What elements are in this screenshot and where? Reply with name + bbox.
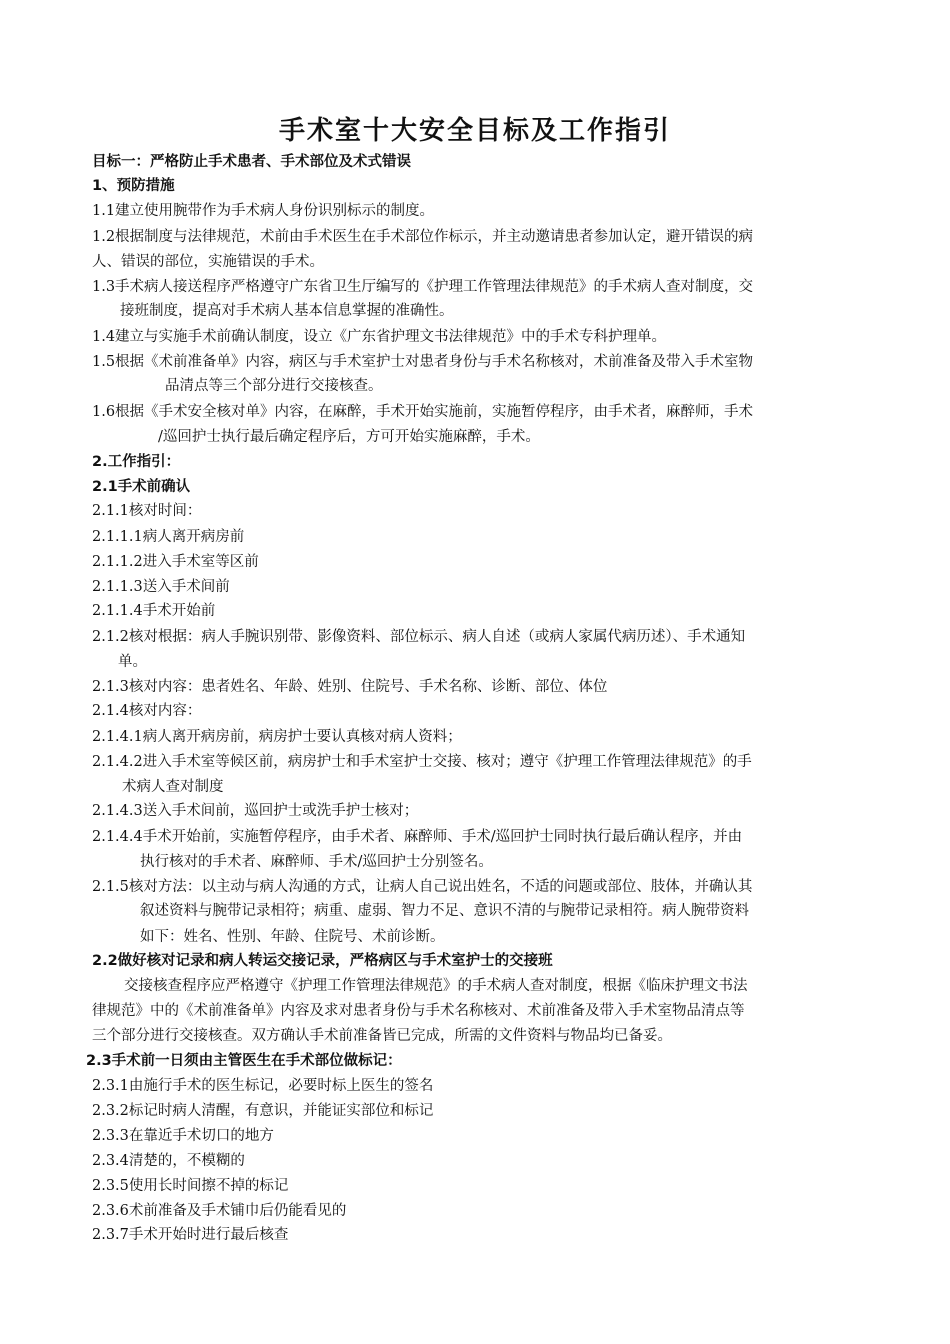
- text-line: 律规范》中的《术前准备单》内容及求对患者身份与手术名称核对、术前准备及带入手术室物品清点等: [92, 1003, 745, 1019]
- text-line: 2.1.1.3送入手术间前: [92, 579, 230, 595]
- text-line: 品清点等三个部分进行交接核查。: [165, 378, 383, 394]
- text-line: 2.1.4.4手术开始前，实施暂停程序，由手术者、麻醉师、手术/巡回护士同时执行最后确认程序，并由: [92, 829, 743, 845]
- text-line: 接班制度，提高对手术病人基本信息掌握的准确性。: [120, 303, 454, 319]
- text-line: 2.1.4.3送入手术间前，巡回护士或洗手护士核对；: [92, 803, 419, 819]
- text-line: 2.3.2标记时病人清醒，有意识，并能证实部位和标记: [92, 1103, 434, 1119]
- text-line: 1.4建立与实施手术前确认制度，设立《广东省护理文书法律规范》中的手术专科护理单。: [92, 329, 667, 345]
- text-line: 术病人查对制度: [122, 779, 224, 795]
- text-line: 2.1.3核对内容：患者姓名、年龄、姓别、住院号、手术名称、诊断、部位、体位: [92, 679, 608, 695]
- subsection-heading: 2.2做好核对记录和病人转运交接记录，严格病区与手术室护士的交接班: [92, 953, 553, 969]
- text-line: 1.2根据制度与法律规范，术前由手术医生在手术部位作标示，并主动邀请患者参加认定，避开错误的病: [92, 229, 754, 245]
- text-line: 2.1.1.2进入手术室等区前: [92, 554, 259, 570]
- text-line: 单。: [118, 654, 147, 670]
- text-line: 1.5根据《术前准备单》内容，病区与手术室护士对患者身份与手术名称核对，术前准备及带入手术室物: [92, 354, 754, 370]
- section-heading: 1、预防措施: [92, 178, 175, 194]
- text-line: 2.1.2核对根据：病人手腕识别带、影像资料、部位标示、病人自述（或病人家属代病历述）、手术通知: [92, 629, 746, 645]
- page-title: 手术室十大安全目标及工作指引: [278, 116, 671, 146]
- text-line: 1.6根据《手术安全核对单》内容，在麻醉，手术开始实施前，实施暂停程序，由手术者，麻醉师，手术: [92, 404, 754, 420]
- text-line: 2.1.5核对方法：以主动与病人沟通的方式，让病人自己说出姓名，不适的问题或部位、肢体，并确认其: [92, 879, 753, 895]
- text-line: 交接核查程序应严格遵守《护理工作管理法律规范》的手术病人查对制度，根据《临床护理文书法: [124, 978, 748, 994]
- text-line: 三个部分进行交接核查。双方确认手术前准备皆已完成，所需的文件资料与物品均已备妥。: [92, 1028, 672, 1044]
- text-line: 2.3.5使用长时间擦不掉的标记: [92, 1178, 289, 1194]
- text-line: 1.3手术病人接送程序严格遵守广东省卫生厅编写的《护理工作管理法律规范》的手术病人查对制度，交: [92, 279, 754, 295]
- text-line: 如下：姓名、性别、年龄、住院号、术前诊断。: [140, 929, 445, 945]
- text-line: 2.1.4.2进入手术室等候区前，病房护士和手术室护士交接、核对；遵守《护理工作管理法律规范》的手: [92, 754, 752, 770]
- text-line: 2.3.6术前准备及手术铺巾后仍能看见的: [92, 1203, 347, 1219]
- text-line: 2.3.3在靠近手术切口的地方: [92, 1128, 274, 1144]
- text-line: 2.1.4核对内容：: [92, 703, 202, 719]
- section-heading: 2.工作指引：: [92, 454, 181, 470]
- text-line: 执行核对的手术者、麻醉师、手术/巡回护士分别签名。: [140, 854, 493, 870]
- text-line: 人、错误的部位，实施错误的手术。: [92, 254, 324, 270]
- text-line: 2.1.1.1病人离开病房前: [92, 529, 245, 545]
- text-line: 2.1.1核对时间：: [92, 503, 202, 519]
- text-line: 2.1.4.1病人离开病房前，病房护士要认真核对病人资料；: [92, 729, 462, 745]
- goal-heading: 目标一：严格防止手术患者、手术部位及术式错误: [92, 154, 411, 170]
- text-line: 1.1建立使用腕带作为手术病人身份识别标示的制度。: [92, 203, 435, 219]
- text-line: 2.3.7手术开始时进行最后核查: [92, 1227, 289, 1243]
- text-line: /巡回护士执行最后确定程序后，方可开始实施麻醉，手术。: [158, 429, 540, 445]
- text-line: 2.1.1.4手术开始前: [92, 603, 216, 619]
- subsection-heading: 2.1手术前确认: [92, 479, 191, 495]
- text-line: 叙述资料与腕带记录相符；病重、虚弱、智力不足、意识不清的与腕带记录相符。病人腕带资料: [140, 903, 749, 919]
- text-line: 2.3.1由施行手术的医生标记，必要时标上医生的签名: [92, 1078, 434, 1094]
- text-line: 2.3.4清楚的，不模糊的: [92, 1153, 245, 1169]
- subsection-heading: 2.3手术前一日须由主管医生在手术部位做标记：: [86, 1053, 402, 1069]
